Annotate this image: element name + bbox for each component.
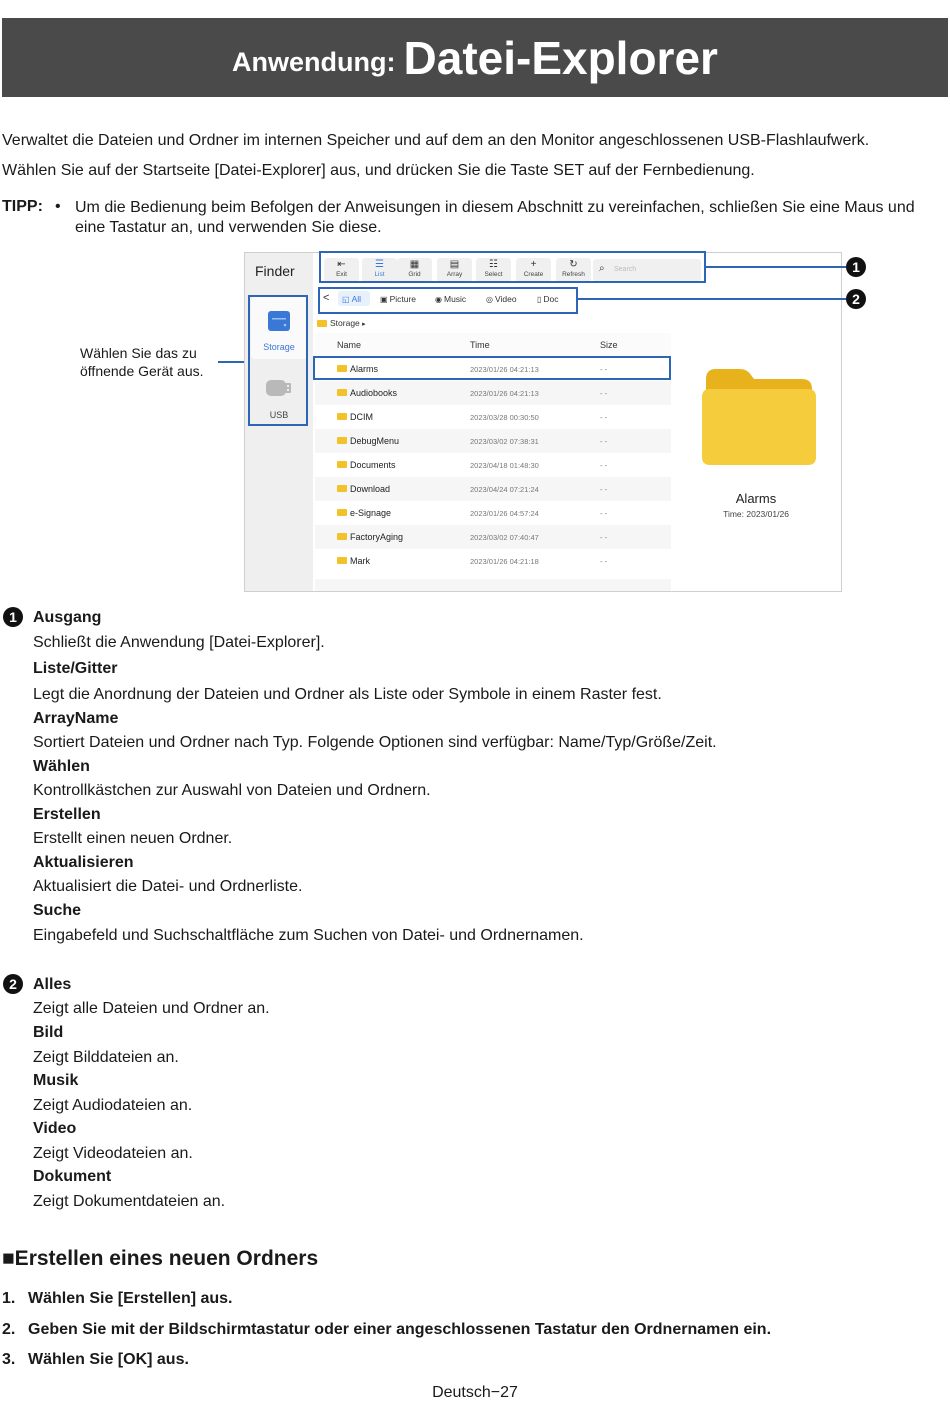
array-button[interactable]: ▤ Array xyxy=(437,258,472,282)
list-icon: ☰ xyxy=(375,259,384,270)
table-row[interactable]: e-Signage 2023/01/26 04:57:24 - - xyxy=(315,501,671,525)
item-desc: Zeigt Videodateien an. xyxy=(33,1145,193,1162)
item-title: Erstellen xyxy=(33,806,101,823)
section1-number: 1 xyxy=(3,607,23,627)
toolbar-callout-line xyxy=(705,266,846,268)
folder-icon xyxy=(317,320,327,327)
table-row[interactable]: Documents 2023/04/18 01:48:30 - - xyxy=(315,453,671,477)
table-row[interactable]: DebugMenu 2023/03/02 07:38:31 - - xyxy=(315,429,671,453)
exit-button[interactable]: ⇤ Exit xyxy=(324,258,359,282)
preview-time: Time: 2023/01/26 xyxy=(723,509,789,519)
app-title: Finder xyxy=(255,263,295,279)
item-title: Liste/Gitter xyxy=(33,660,118,677)
folder-icon xyxy=(337,389,347,396)
step-3: 3. Wählen Sie [OK] aus. xyxy=(2,1351,189,1368)
chevron-right-icon: ▸ xyxy=(362,321,366,328)
search-placeholder: Search xyxy=(614,266,637,273)
device-callout-text: Wählen Sie das zu öffnende Gerät aus. xyxy=(80,345,204,379)
tip-text: Um die Bedienung beim Befolgen der Anweisungen in diesem Abschnitt zu vereinfachen, schließen Sie eine Maus und eine Tastatur an, und verwenden Sie diese. xyxy=(75,199,915,236)
tab-music[interactable]: ◉ Music xyxy=(435,294,467,304)
page-footer: Deutsch−27 xyxy=(432,1384,518,1401)
item-title: Alles xyxy=(33,976,72,993)
item-title: Aktualisieren xyxy=(33,854,134,871)
callout-number-1: 1 xyxy=(846,257,866,277)
tab-doc[interactable]: ▯ Doc xyxy=(537,294,559,304)
tab-picture[interactable]: ▣ Picture xyxy=(380,294,417,304)
item-desc: Zeigt Audiodateien an. xyxy=(33,1097,193,1114)
breadcrumb[interactable]: Storage ▸ xyxy=(317,318,366,328)
tab-all[interactable]: ◱ All xyxy=(342,294,362,304)
item-desc: Erstellt einen neuen Ordner. xyxy=(33,830,233,847)
tab-video[interactable]: ◎ Video xyxy=(486,294,517,304)
device-usb-label: USB xyxy=(269,410,289,420)
folder-icon xyxy=(337,437,347,444)
grid-icon: ▦ xyxy=(409,259,420,270)
refresh-button[interactable]: ↻ Refresh xyxy=(556,258,591,282)
tip-label: TIPP: xyxy=(2,198,43,215)
array-icon: ▤ xyxy=(449,259,460,270)
filter-callout-line xyxy=(577,298,846,300)
item-desc: Kontrollkästchen zur Auswahl von Dateien und Ordnern. xyxy=(33,782,431,799)
folder-icon xyxy=(337,413,347,420)
intro-text-2: Wählen Sie auf der Startseite [Datei-Explorer] aus, und drücken Sie die Taste SET auf der Fernbedienung. xyxy=(2,162,755,179)
device-callout-box xyxy=(248,295,308,426)
all-icon: ◱ xyxy=(342,295,350,304)
grid-button[interactable]: ▦ Grid xyxy=(397,258,432,282)
table-row[interactable]: Audiobooks 2023/01/26 04:21:13 - - xyxy=(315,381,671,405)
toolbar-callout-box xyxy=(319,251,706,283)
item-title: Ausgang xyxy=(33,609,102,626)
folder-icon xyxy=(337,533,347,540)
video-icon: ◎ xyxy=(486,295,493,304)
item-title: Dokument xyxy=(33,1168,112,1185)
refresh-icon: ↻ xyxy=(569,259,578,270)
page-header xyxy=(2,18,948,97)
intro-text-1: Verwaltet die Dateien und Ordner im internen Speicher und auf dem an den Monitor angeschlossenen USB-Flashlaufwerk. xyxy=(2,132,870,149)
picture-icon: ▣ xyxy=(380,295,388,304)
step-2: 2. Geben Sie mit der Bildschirmtastatur oder einer angeschlossenen Tastatur den Ordnernamen ein. xyxy=(2,1321,772,1338)
back-arrow-icon[interactable]: < xyxy=(323,292,330,304)
preview-name: Alarms xyxy=(735,491,777,506)
item-title: Wählen xyxy=(33,758,90,775)
item-title: Bild xyxy=(33,1024,64,1041)
column-time[interactable]: Time xyxy=(470,340,490,350)
exit-icon: ⇤ xyxy=(337,259,346,270)
list-button[interactable]: ☰ List xyxy=(362,258,397,282)
tip-bullet: • xyxy=(55,198,61,215)
table-row[interactable]: Download 2023/04/24 07:21:24 - - xyxy=(315,477,671,501)
column-size[interactable]: Size xyxy=(600,340,618,350)
item-title: Musik xyxy=(33,1072,79,1089)
table-row[interactable]: DCIM 2023/03/28 00:30:50 - - xyxy=(315,405,671,429)
step-1: 1. Wählen Sie [Erstellen] aus. xyxy=(2,1290,233,1307)
item-title: Video xyxy=(33,1120,77,1137)
section2-number: 2 xyxy=(3,974,23,994)
filter-callout-box xyxy=(318,287,578,314)
item-desc: Zeigt Dokumentdateien an. xyxy=(33,1193,226,1210)
music-icon: ◉ xyxy=(435,295,442,304)
column-name[interactable]: Name xyxy=(337,340,362,350)
table-row[interactable]: FactoryAging 2023/03/02 07:40:47 - - xyxy=(315,525,671,549)
folder-icon xyxy=(337,509,347,516)
create-button[interactable]: + Create xyxy=(516,258,551,282)
item-title: ArrayName xyxy=(33,710,119,727)
page-title: Datei-Explorer xyxy=(403,31,718,84)
item-desc: Zeigt alle Dateien und Ordner an. xyxy=(33,1000,270,1017)
callout-number-2: 2 xyxy=(846,289,866,309)
plus-icon: + xyxy=(530,259,537,270)
item-desc: Legt die Anordnung der Dateien und Ordner als Liste oder Symbole in einem Raster fest. xyxy=(33,686,662,703)
select-button[interactable]: ☷ Select xyxy=(476,258,511,282)
table-row[interactable]: Alarms 2023/01/26 04:21:13 - - xyxy=(315,357,671,381)
folder-icon xyxy=(337,557,347,564)
device-storage-label: Storage xyxy=(263,342,295,352)
header-prefix: Anwendung: xyxy=(232,47,396,77)
folder-icon xyxy=(337,485,347,492)
table-row[interactable]: Mark 2023/01/26 04:21:18 - - xyxy=(315,549,671,573)
doc-icon: ▯ xyxy=(537,295,542,304)
list-bottom-strip xyxy=(315,579,671,591)
item-desc: Sortiert Dateien und Ordner nach Typ. Folgende Optionen sind verfügbar: Name/Typ/Größe/Zeit. xyxy=(33,734,717,751)
folder-preview-icon xyxy=(700,365,818,469)
item-desc: Aktualisiert die Datei- und Ordnerliste. xyxy=(33,878,303,895)
section-heading: ■Erstellen eines neuen Ordners xyxy=(2,1247,319,1270)
item-desc: Zeigt Bilddateien an. xyxy=(33,1049,179,1066)
item-desc: Eingabefeld und Suchschaltfläche zum Suchen von Datei- und Ordnernamen. xyxy=(33,927,584,944)
selected-row-highlight xyxy=(313,356,671,380)
column-header-row xyxy=(315,333,671,357)
item-desc: Schließt die Anwendung [Datei-Explorer]. xyxy=(33,634,325,651)
folder-icon xyxy=(337,461,347,468)
item-title: Suche xyxy=(33,902,82,919)
search-icon: ⌕ xyxy=(599,263,605,274)
select-icon: ☷ xyxy=(489,259,498,270)
